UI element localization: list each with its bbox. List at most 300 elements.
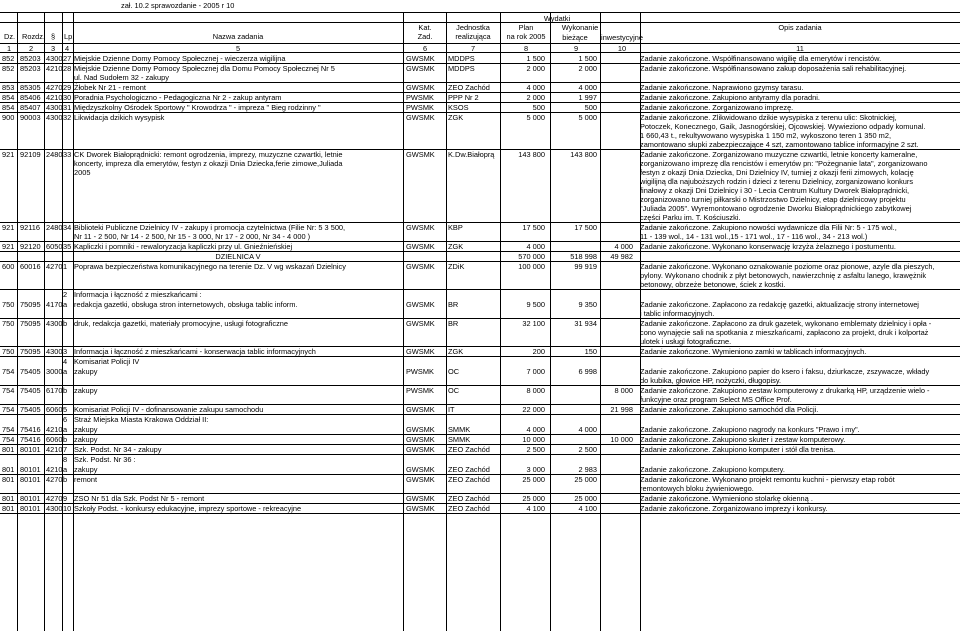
cell-col-6: GWSMK [406,300,435,310]
cell-col-1: 750 [2,347,15,357]
cell-col-2: 85203 [20,63,41,73]
column-number: 5 [235,44,241,53]
cell-col-11: Zadanie zakończone. Zakupiono komputer i stół dla trenisa. [640,444,836,454]
cell-col-3: 4210 [46,424,63,434]
cell-col-3: 6060 [46,405,63,415]
cell-col-2: 75416 [20,424,41,434]
cell-col-4: 28 [63,63,72,73]
cell-col-11: Zadanie zakończone. Wykonano projekt remontu kuchni - pierwszy etap robót [640,474,895,484]
cell-col-7: PPP Nr 2 [448,92,479,102]
cell-col-1: 600 [2,262,15,272]
cell-col-1: 801 [2,444,15,454]
cell-col-5: Poradnia Psychologiczno - Pedagogiczna Nr 2 - zakup antyram [74,92,282,102]
cell-col-6: GWSMK [406,262,435,272]
cell-col-11: części Parku im. T. Kościuszki. [640,213,741,223]
header-zad: Zad. [417,32,433,41]
cell-col-6: GWSMK [406,464,435,474]
column-divider [17,12,18,631]
cell-col-9: 1 500 [578,54,597,63]
cell-col-11: finałowy z okazji Dni Dzielnicy i 30 - Lecia Centrum Kultury Dworek Białoprądnicki, [640,186,910,196]
cell-col-4: 33 [63,149,72,159]
cell-col-4: a [63,300,68,310]
cell-col-6: GWSMK [406,434,435,444]
cell-col-4: 8 [63,454,68,464]
cell-col-9: 143 800 [570,149,597,159]
cell-col-5: ul. Nad Sudołem 32 - zakupy [74,73,169,82]
cell-col-1: 801 [2,464,15,474]
cell-col-11: Zadanie zakończone. Wymieniono stolarkę okienną . [640,493,813,503]
cell-col-3: 4300 [46,319,63,329]
cell-col-2: 75095 [20,319,41,329]
cell-col-5: Żłobek Nr 21 - remont [74,82,146,92]
cell-col-5: redakcja gazetki, obsługa stron internetowych, obsługa tablic inform. [74,300,298,310]
cell-col-7: ZGK [448,112,464,122]
cell-col-2: 90003 [20,112,41,122]
cell-col-4: 3 [63,347,68,357]
cell-col-11: Zadanie zakończone. Zakupiono komputery. [640,464,785,474]
cell-col-10: 10 000 [610,434,633,444]
column-number: 4 [64,44,70,53]
cell-col-3: 3000 [46,367,63,377]
cell-col-9: 17 500 [574,223,597,233]
cell-col-4: a [63,424,68,434]
cell-col-4: b [63,474,68,484]
column-number: 7 [470,44,476,53]
cell-col-11: Zadanie zakończone. Współfinansowano zakup doposażenia sali rehabilitacyjnej. [640,63,907,73]
cell-col-7: BR [448,319,459,329]
cell-col-4: 10 [63,503,72,513]
cell-col-9: 4 100 [578,503,597,513]
header-plan1: Plan [518,23,534,32]
cell-col-5: Likwidacja dzikich wysypisk [74,112,165,122]
cell-col-6: GWSMK [406,347,435,357]
cell-col-4: 35 [63,242,72,252]
cell-col-9: 2 983 [578,464,597,474]
column-number: 9 [573,44,579,53]
cell-col-4: 34 [63,223,72,233]
column-divider [600,12,601,631]
cell-col-7: OC [448,386,460,396]
cell-col-5: Szk. Podst. Nr 36 : [74,454,136,464]
cell-col-2: 85203 [20,54,41,63]
cell-col-5: zakupy [74,386,98,396]
cell-col-1: 754 [2,434,15,444]
cell-col-8: 9 500 [526,300,545,310]
cell-col-3: 4270 [46,262,63,272]
cell-col-4: b [63,434,68,444]
cell-col-6: GWSMK [406,112,435,122]
cell-col-8: 2 000 [526,63,545,73]
cell-col-9: 31 934 [574,319,597,329]
cell-col-4: 9 [63,493,68,503]
cell-col-5: Miejskie Dzienne Domy Pomocy Społecznej dla Domu Pomocy Społecznej Nr 5 [74,63,335,73]
cell-col-8: 3 000 [526,464,545,474]
cell-col-5: Międzyszkolny Ośrodek Sportowy " Krowodrza " - impreza " Bieg rodzinny " [74,102,321,112]
row-divider [0,52,960,53]
cell-col-8: 25 000 [522,493,545,503]
header-opis: Opis zadania [778,23,822,32]
cell-col-6: GWSMK [406,223,435,233]
header-wydatki: Wydatki [543,14,571,23]
cell-col-6: GWSMK [406,493,435,503]
row-divider [0,102,960,103]
cell-col-11: cono wynajęcie sali na spotkania z mieszkańcami, zapłacono za projekt, druk i kolportaż [640,328,929,338]
row-divider [0,241,960,242]
cell-col-11: pylony. Wykonano chodnik z płyt betonowych, nawierzchnię z asfaltu lanego, krawężnik [640,271,927,281]
cell-col-8: 4 000 [526,82,545,92]
cell-col-4: 30 [63,92,72,102]
cell-col-4: 27 [63,54,72,63]
cell-col-3: 4210 [46,63,63,73]
cell-col-6: GWSMK [406,444,435,454]
header-plan2: na rok 2005 [506,32,546,41]
cell-col-5: zakupy [74,434,98,444]
row-divider [0,513,960,514]
column-number: 3 [50,44,56,53]
cell-col-2: 75405 [20,405,41,415]
cell-col-2: 75095 [20,347,41,357]
cell-col-7: ZGK [448,242,464,252]
cell-col-3: 4270 [46,493,63,503]
row-divider [0,222,960,223]
cell-col-3: 2480 [46,149,63,159]
cell-col-8: 4 000 [526,242,545,252]
cell-col-5: ZSO Nr 51 dla Szk. Podst Nr 5 - remont [74,493,205,503]
cell-col-2: 75405 [20,367,41,377]
cell-col-8: 143 800 [518,149,545,159]
cell-col-3: 4300 [46,102,63,112]
cell-col-9: 2 500 [578,444,597,454]
cell-col-5: Informacja i łączność z mieszkańcami - konserwacja tablic informacyjnych [74,347,316,357]
cell-col-2: 80101 [20,503,41,513]
cell-col-5: Szkoły Podst. - konkursy edukacyjne, imprezy sportowe - rekreacyjne [74,503,302,513]
header-jednostka2: realizująca [455,32,491,41]
cell-col-2: 80101 [20,464,41,474]
cell-col-7: MDDPS [448,54,475,63]
cell-col-11: "Juliada 2005". Wyremontowano ogrodzenie Dworku Białoprądnickiego zabytkowej [640,204,912,214]
cell-col-9: 25 000 [574,493,597,503]
cell-col-8: 22 000 [522,405,545,415]
row-divider [0,92,960,93]
cell-col-5: koncerty, impreza dla emerytów, festyn z okazji Dnia Dziecka,ferie zimowe,Juliada [74,158,343,168]
cell-col-11: Zadanie zakończone. Naprawiono gzymsy tarasu. [640,82,804,92]
cell-col-11: Zadanie zakończone. Zapłacono za redakcję gazetki, aktualizację strony internetowej [640,300,919,310]
cell-col-11: Zadanie zakończone. Wymieniono zamki w tablicach informacyjnych. [640,347,867,357]
cell-col-3: 4170 [46,300,63,310]
cell-col-11: Zadanie zakończone. Zakupiono nagrody na konkurs "Prawo i my". [640,424,860,434]
cell-col-3: 4300 [46,54,63,63]
cell-col-11: Zadanie zakończone. Współfinansowano wigilię dla emerytów i rencistów. [640,54,882,63]
cell-col-7: ZEO Zachód [448,493,490,503]
cell-col-1: 921 [2,223,15,233]
cell-col-11: Zadanie zakończone. Zapłacono za druk gazetek, wykonano emblematy dzielnicy i opła - [640,319,932,329]
cell-col-2: 80101 [20,474,41,484]
cell-col-11: Zadanie zakończone. Wykonano oznakowanie poziome oraz pionowe, azyle dla pieszych, [640,262,935,272]
cell-col-3: 6170 [46,386,63,396]
cell-col-3: 4210 [46,92,63,102]
column-number: 2 [28,44,34,53]
cell-col-11: Zadanie zakończone. Zakupiono zestaw komputerowy z drukarką HP, urządzenie wielo - [640,386,930,396]
row-divider [0,22,960,23]
cell-col-8: 1 500 [526,54,545,63]
cell-col-4: 5 [63,405,68,415]
cell-col-8: 25 000 [522,474,545,484]
cell-col-5: Szk. Podst. Nr 34 - zakupy [74,444,162,454]
cell-col-8: 2 500 [526,444,545,454]
cell-col-6: GWSMK [406,54,435,63]
cell-col-9: 5 000 [578,112,597,122]
column-divider [640,12,641,631]
cell-col-7: KSOS [448,102,469,112]
cell-col-5: Komisariat Policji IV - dofinansowanie zakupu samochodu [74,405,264,415]
cell-col-8: 5 000 [526,112,545,122]
cell-col-5: 2005 [74,168,91,177]
cell-col-4: a [63,367,68,377]
header-par: § [51,32,56,41]
cell-col-11: zamontowano słupki zabezpieczające 4 szt, zamontowano tablice informacyjne 2 szt. [640,139,919,149]
cell-col-4: 2 [63,290,68,300]
cell-col-6: PWSMK [406,386,434,396]
cell-col-2: 92109 [20,149,41,159]
cell-col-4: 31 [63,102,72,112]
column-number: 1 [6,44,12,53]
cell-col-9: 1 997 [578,92,597,102]
cell-col-5: Biblioteki Publiczne Dzielnicy IV - zakupy i promocja czytelnictwa (Filie Nr: 5 3 500, [74,223,346,233]
row-divider [0,356,960,357]
row-divider [0,434,960,435]
cell-col-7: KBP [448,223,463,233]
cell-col-5: CK Dworek Białoprądnicki: remont ogrodzenia, imprezy, muzyczne czwartki, letnie [74,149,343,159]
cell-col-2: 75405 [20,386,41,396]
row-divider [0,318,960,319]
cell-col-11: Zadanie zakończone. Zakupiono papier do ksero i faksu, dziurkacze, zszywacze, wkłady [640,367,930,377]
cell-col-4: 6 [63,415,68,424]
cell-col-1: 801 [2,493,15,503]
row-divider [0,503,960,504]
row-divider [0,261,960,262]
cell-col-5: Informacja i łączność z mieszkańcami : [74,290,202,300]
cell-col-1: 854 [2,102,15,112]
cell-col-5: zakupy [74,367,98,377]
cell-col-9: 9 350 [578,300,597,310]
cell-col-2: 60016 [20,262,41,272]
cell-col-8: 32 100 [522,319,545,329]
cell-col-11: Zadanie zakończone. Zorganizowano muzyczne czwartki, letnie koncerty kameralne, [640,149,918,159]
column-divider [403,12,404,631]
row-divider [0,149,960,150]
cell-col-5: druk, redakcja gazetki, materiały promocyjne, usługi fotograficzne [74,319,289,329]
cell-col-11: Potoczek, Konecznego, Gaik, Jasnogórskiej, Ojcowskiej. Wywieziono odpady komunal. [640,121,926,131]
header-rozdz: Rozdz. [22,32,46,41]
cell-col-9: 150 [584,347,597,357]
cell-col-11: Zadanie zakończone. Zorganizowano imprezę. [640,102,794,112]
cell-col-11: remontowych bloku żywieniowego. [640,483,754,493]
cell-col-9: 2 000 [578,63,597,73]
cell-col-1: 921 [2,242,15,252]
cell-col-9: 25 000 [574,474,597,484]
cell-col-11: do kubika, głowice HP, nożyczki, długopisy. [640,376,782,386]
cell-col-6: GWSMK [406,424,435,434]
cell-col-3: 6060 [46,434,63,444]
cell-col-7: ZEO Zachód [448,444,490,454]
cell-col-7: BR [448,300,459,310]
cell-col-11: ulotek i usługi fotograficzne. [640,337,732,347]
cell-col-1: 854 [2,92,15,102]
cell-col-8: 8 000 [526,386,545,396]
cell-col-7: ZGK [448,347,464,357]
cell-col-8: 17 500 [522,223,545,233]
cell-col-5: Nr 11 - 2 500, Nr 14 - 2 500, Nr 15 - 3 000, Nr 17 - 2 000, Nr 34 - 4 000 ) [74,232,311,242]
cell-col-9: 6 998 [578,367,597,377]
cell-col-11: Zadanie zakończone. Zakupiono samochód dla Policji. [640,405,819,415]
cell-col-6: PWSMK [406,92,434,102]
cell-col-6: GWSMK [406,63,435,73]
cell-col-10: 4 000 [614,242,633,252]
cell-col-5: Kapliczki i pomniki - rewaloryzacja kapliczki przy ul. Gnieźnieńskiej [74,242,293,252]
cell-col-11: festyn z okazji Dnia Dziecka, Dni Dzielnicy IV, turniej z okazji ferii zimowych, kolację [640,168,914,177]
cell-col-11: 1 660,43 t., rekultywowano wysypiska 1 150 m2, wykoszono teren 1 350 m2, [640,130,892,140]
cell-col-1: 750 [2,300,15,310]
cell-col-5: remont [74,474,98,484]
cell-col-1: 921 [2,149,15,159]
cell-col-2: 92116 [20,223,41,233]
cell-col-4: b [63,319,68,329]
column-divider [550,12,551,631]
cell-col-4: 32 [63,112,72,122]
row-divider [0,63,960,64]
cell-col-9: 99 919 [574,262,597,272]
cell-col-8: 4 000 [526,424,545,434]
cell-col-11: Zadanie zakończone. Zakupiono skuter i zestaw komputerowy. [640,434,846,444]
row-divider [0,12,960,13]
cell-col-1: 754 [2,367,15,377]
column-divider [73,12,74,631]
cell-col-1: 852 [2,63,15,73]
row-divider [0,385,960,386]
cell-col-9: 500 [584,102,597,112]
cell-col-3: 4210 [46,464,63,474]
cell-col-8: 4 100 [526,503,545,513]
cell-col-3: 4300 [46,347,63,357]
cell-col-7: ZEO Zachód [448,503,490,513]
row-divider [0,251,960,252]
cell-col-5: Miejskie Dzienne Domy Pomocy Społecznej - wieczerza wigilijna [74,54,286,63]
document-title: zał. 10.2 sprawozdanie - 2005 r 10 [121,1,235,10]
row-divider [0,454,960,455]
row-divider [0,444,960,445]
cell-col-6: PWSMK [406,367,434,377]
cell-col-2: 75416 [20,434,41,444]
cell-col-8: 570 000 [518,252,545,262]
cell-col-1: 801 [2,474,15,484]
cell-col-1: 754 [2,386,15,396]
cell-col-1: 852 [2,54,15,63]
column-number: 8 [523,44,529,53]
cell-col-11: wigilijną dla najuboższych rodzin i dzieci z terenu Dzielnicy, zorganizowano konkurs [640,177,914,187]
cell-col-1: 754 [2,424,15,434]
cell-col-3: 2480 [46,223,63,233]
row-divider [0,493,960,494]
cell-col-11: i tablic informacyjnych. [640,309,715,319]
cell-col-3: 4300 [46,503,63,513]
cell-col-2: 92120 [20,242,41,252]
row-divider [0,404,960,405]
cell-col-6: GWSMK [406,474,435,484]
header-dz: Dz. [4,32,16,41]
cell-col-7: OC [448,367,460,377]
column-number: 10 [617,44,627,53]
cell-col-3: 4270 [46,474,63,484]
cell-col-11: Zadanie zakończone. Zlikwidowano dzikie wysypiska z terenu ulic: Skotnickiej, [640,112,897,122]
row-divider [0,43,960,44]
column-number: 11 [796,44,804,53]
cell-col-5: Komisariat Policji IV [74,357,140,367]
cell-col-9: 4 000 [578,82,597,92]
cell-col-3: 6050 [46,242,63,252]
cell-col-4: 7 [63,444,68,454]
header-nazwa: Nazwa zadania [212,32,264,41]
cell-col-8: 200 [532,347,545,357]
header-lp: Lp. [64,32,75,41]
cell-col-7: MDDPS [448,63,475,73]
cell-col-5: Straż Miejska Miasta Krakowa Oddział II: [74,415,209,424]
cell-col-8: 500 [532,102,545,112]
row-divider [0,414,960,415]
cell-col-10: 8 000 [614,386,633,396]
cell-col-7: ZDiK [448,262,465,272]
cell-col-2: 80101 [20,493,41,503]
cell-col-3: 4300 [46,112,63,122]
cell-col-11: Zadanie zakończone. Zakupiono antyramy dla poradni. [640,92,820,102]
cell-col-4: b [63,386,68,396]
cell-col-11: Zadanie zakończone. Zakupiono nowości wydawnicze dla Filii Nr: 5 - 175 wol., [640,223,897,233]
cell-col-6: GWSMK [406,149,435,159]
cell-col-4: 1 [63,262,68,272]
cell-col-6: GWSMK [406,242,435,252]
cell-col-7: ZEO Zachód [448,474,490,484]
cell-col-8: 2 000 [526,92,545,102]
cell-col-9: 4 000 [578,424,597,434]
cell-col-10: 21 998 [610,405,633,415]
cell-col-3: 4210 [46,444,63,454]
cell-col-5: zakupy [74,424,98,434]
header-kat: Kat. [418,23,432,32]
cell-col-1: 853 [2,82,15,92]
cell-col-10: 49 982 [610,252,633,262]
cell-col-4: 4 [63,357,68,367]
cell-col-8: 10 000 [522,434,545,444]
cell-col-11: Zadanie zakończone. Zorganizowano imprezy i konkursy. [640,503,828,513]
cell-col-2: 85406 [20,92,41,102]
cell-col-2: 75095 [20,300,41,310]
cell-col-2: 85305 [20,82,41,92]
cell-col-6: GWSMK [406,319,435,329]
row-divider [0,112,960,113]
cell-col-5: zakupy [74,464,98,474]
cell-col-11: Zadanie zakończone. Wykonano konserwację krzyża żelaznego i postumentu. [640,242,896,252]
cell-col-7: IT [448,405,455,415]
cell-col-9: 518 998 [570,252,597,262]
cell-col-2: 80101 [20,444,41,454]
column-divider [44,12,45,631]
cell-col-7: ZEO Zachód [448,82,490,92]
cell-col-7: SMMK [448,434,471,444]
header-biezace: bieżące [562,33,588,42]
cell-col-8: 7 000 [526,367,545,377]
row-divider [0,474,960,475]
cell-col-1: 801 [2,503,15,513]
header-inwestycyjne: inwestycyjne [601,33,643,42]
